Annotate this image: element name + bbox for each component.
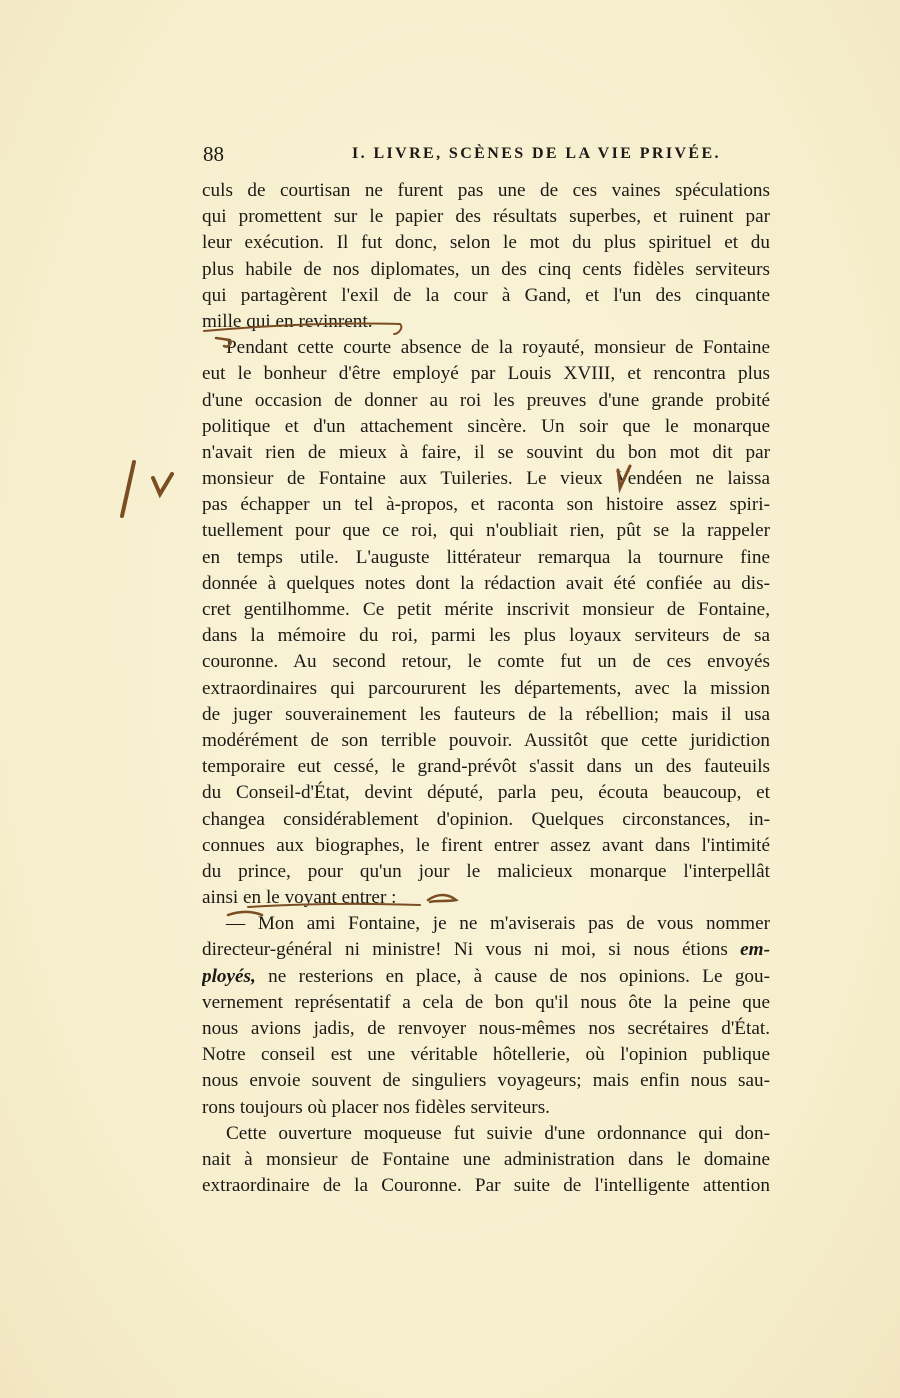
text-line [202, 807, 770, 833]
text-segment: directeur-général ni ministre! Ni vous ni moi, si nous étions [202, 939, 741, 961]
text-segment: cret gentilhomme. Ce petit mérite inscrivit monsieur de Fontaine, [202, 599, 770, 620]
text-line [202, 518, 770, 544]
text-line [202, 1173, 770, 1199]
text-line [202, 676, 770, 702]
text-line [202, 911, 770, 937]
text-segment: du prince, pour qu'un jour le malicieux monarque l'interpellât [202, 860, 770, 882]
text-line [202, 1042, 770, 1068]
text-segment: n'avait rien de mieux à faire, il se souvint du bon mot dit par [202, 441, 770, 463]
text-line [202, 466, 770, 492]
text-line [202, 964, 770, 990]
text-line [202, 388, 770, 414]
margin-slash-mark [122, 462, 134, 516]
text-line [202, 937, 770, 963]
text-line [202, 178, 770, 204]
text-line [202, 230, 770, 256]
text-segment: rons toujours où placer nos fidèles serviteurs. [202, 1096, 550, 1118]
text-line [202, 1016, 770, 1042]
text-segment: Notre conseil est une véritable hôtellerie, où l'opinion publique [202, 1044, 770, 1066]
text-segment: nous avions jadis, de renvoyer nous-mêmes nos secrétaires d'État. [202, 1018, 770, 1039]
text-segment: modérément de son terrible pouvoir. Aussitôt que cette juridiction [202, 729, 770, 751]
text-line [202, 597, 770, 623]
italic-text: ployés, [202, 965, 256, 987]
italic-text: em- [740, 939, 770, 961]
text-segment: changea considérablement d'opinion. Quelques circonstances, in- [202, 808, 770, 830]
text-segment: vernement représentatif a cela de bon qu'il nous ôte la peine que [202, 991, 770, 1013]
page-header [203, 142, 770, 170]
text-line [202, 571, 770, 597]
text-line [202, 623, 770, 649]
text-line [202, 335, 770, 361]
text-segment: culs de courtisan ne furent pas une de ces vaines spéculations [202, 180, 770, 201]
text-line [202, 309, 770, 335]
text-line [202, 1121, 770, 1147]
text-line [202, 545, 770, 571]
text-line [202, 1068, 770, 1094]
margin-v-mark [153, 474, 172, 494]
body-text [202, 178, 770, 1199]
text-segment: politique et d'un attachement sincère. Un soir que le monarque [202, 415, 770, 437]
text-segment: tuellement pour que ce roi, qui n'oubliait rien, pût se la rappeler [202, 520, 770, 542]
text-segment: pas échapper un tel à-propos, et raconta son histoire assez spiri- [202, 494, 770, 516]
text-segment: d'une occasion de donner au roi les preuves d'une grande probité [202, 389, 770, 411]
text-line [202, 1147, 770, 1173]
text-line [202, 990, 770, 1016]
text-line [202, 1095, 770, 1121]
text-segment: Cette ouverture moqueuse fut suivie d'une ordonnance qui don- [226, 1122, 770, 1144]
text-segment: dans la mémoire du roi, parmi les plus loyaux serviteurs de sa [202, 625, 770, 647]
text-segment: mille qui en revinrent. [202, 310, 373, 332]
text-segment: nous envoie souvent de singuliers voyageurs; mais enfin nous sau- [202, 1070, 770, 1092]
text-line [202, 702, 770, 728]
text-segment: leur exécution. Il fut donc, selon le mot du plus spirituel et du [202, 232, 770, 254]
text-segment: connues aux biographes, le firent entrer assez avant dans l'intimité [202, 834, 770, 856]
text-segment: qui promettent sur le papier des résultats superbes, et ruinent par [202, 206, 770, 228]
text-segment: nait à monsieur de Fontaine une administration dans le domaine [202, 1148, 770, 1170]
text-segment: monsieur de Fontaine aux Tuileries. Le vieux Vendéen ne laissa [202, 468, 770, 490]
text-segment: qui partagèrent l'exil de la cour à Gand, et l'un des cinquante [202, 284, 770, 306]
text-line [202, 780, 770, 806]
text-line [202, 257, 770, 283]
text-segment: de juger souverainement les fauteurs de la rébellion; mais il usa [202, 703, 770, 725]
text-line [202, 283, 770, 309]
text-segment: en temps utile. L'auguste littérateur remarqua la tournure fine [202, 546, 770, 568]
text-segment: — Mon ami Fontaine, je ne m'aviserais pas de vous nommer [226, 913, 770, 935]
text-line [202, 833, 770, 859]
running-title: I. LIVRE, SCÈNES DE LA VIE PRIVÉE. [352, 145, 721, 162]
text-segment: temporaire eut cessé, le grand-prévôt s'assit dans un des fauteuils [202, 756, 770, 778]
text-segment: du Conseil-d'État, devint député, parla peu, écouta beaucoup, et [202, 782, 770, 804]
text-line [202, 414, 770, 440]
text-segment: Pendant cette courte absence de la royauté, monsieur de Fontaine [226, 337, 770, 359]
text-line [202, 649, 770, 675]
text-segment: donnée à quelques notes dont la rédaction avait été confiée au dis- [202, 572, 770, 594]
page-number: 88 [203, 142, 224, 166]
text-segment: ne resterions en place, à cause de nos opinions. Le gou- [255, 965, 770, 987]
text-segment: ainsi en le voyant entrer : [202, 887, 397, 909]
text-segment: extraordinaire de la Couronne. Par suite de l'intelligente attention [202, 1175, 770, 1197]
text-line [202, 754, 770, 780]
text-line [202, 885, 770, 911]
text-segment: couronne. Au second retour, le comte fut un de ces envoyés [202, 651, 770, 673]
text-line [202, 859, 770, 885]
text-line [202, 204, 770, 230]
text-line [202, 440, 770, 466]
text-segment: plus habile de nos diplomates, un des cinq cents fidèles serviteurs [202, 258, 770, 280]
text-line [202, 492, 770, 518]
text-line [202, 361, 770, 387]
text-line [202, 728, 770, 754]
text-segment: extraordinaires qui parcoururent les départements, avec la mission [202, 677, 770, 699]
text-segment: eut le bonheur d'être employé par Louis XVIII, et rencontra plus [202, 363, 770, 385]
